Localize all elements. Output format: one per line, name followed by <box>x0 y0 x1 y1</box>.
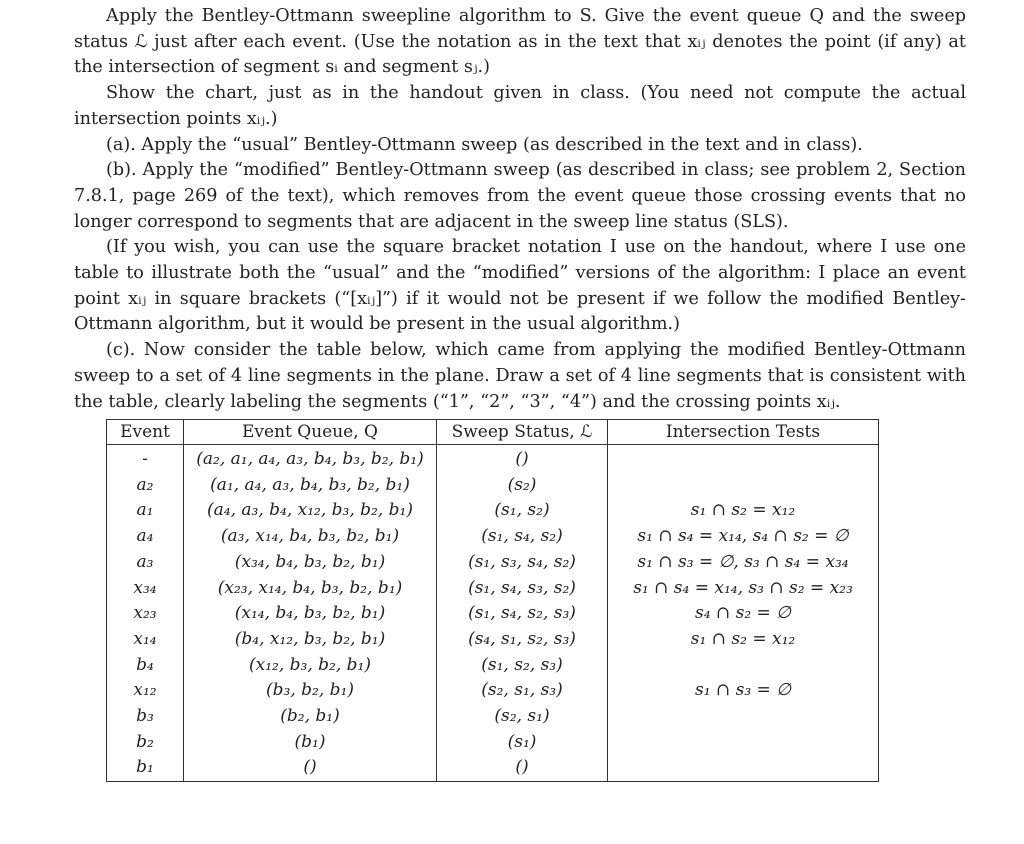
cell-event-queue: (b₂, b₁) <box>184 704 437 730</box>
header-intersection-tests: Intersection Tests <box>608 420 879 445</box>
cell-intersection-tests: s₁ ∩ s₃ = ∅, s₃ ∩ s₄ = x₃₄ <box>608 550 879 576</box>
cell-intersection-tests <box>608 473 879 499</box>
cell-sweep-status: (s₁, s₄, s₂, s₃) <box>437 601 608 627</box>
cell-event: b₃ <box>107 704 184 730</box>
table-row <box>107 730 879 756</box>
cell-event-queue: (b₄, x₁₂, b₃, b₂, b₁) <box>184 627 437 653</box>
cell-sweep-status: (s₁, s₂, s₃) <box>437 653 608 679</box>
cell-event-queue: (x₁₂, b₃, b₂, b₁) <box>184 653 437 679</box>
paragraph-bracket-notation: (If you wish, you can use the square bracket notation I use on the handout, where I use one table to illustrate both the “usual” and the “modified” versions of the algorithm: I place an event point xᵢⱼ in square brackets (“[xᵢⱼ]”) if it would not be present if we follow the modified Bentley-Ottmann algorithm, but it would be present in the usual algorithm.) <box>74 237 966 335</box>
table-row <box>107 601 879 627</box>
sweep-table-container <box>106 419 879 782</box>
cell-sweep-status: (s₁, s₂) <box>437 498 608 524</box>
cell-event: a₄ <box>107 524 184 550</box>
cell-event: x₁₄ <box>107 627 184 653</box>
cell-event: x₂₃ <box>107 601 184 627</box>
cell-intersection-tests: s₁ ∩ s₄ = x₁₄, s₃ ∩ s₂ = x₂₃ <box>608 576 879 602</box>
cell-intersection-tests <box>608 730 879 756</box>
cell-sweep-status: (s₂) <box>437 473 608 499</box>
problem-text <box>74 4 966 415</box>
paragraph-chart-instructions: Show the chart, just as in the handout given in class. (You need not compute the actual intersection points xᵢⱼ.) <box>74 83 966 129</box>
table-row <box>107 445 879 473</box>
table-row <box>107 576 879 602</box>
cell-event: a₁ <box>107 498 184 524</box>
table-row <box>107 755 879 781</box>
paragraph-part-b: (b). Apply the “modified” Bentley-Ottmann sweep (as described in class; see problem 2, Section 7.8.1, page 269 of the text), which removes from the event queue those crossing events that no longer correspond to segments that are adjacent in the sweep line status (SLS). <box>74 160 966 232</box>
cell-intersection-tests: s₁ ∩ s₂ = x₁₂ <box>608 498 879 524</box>
cell-sweep-status: (s₂, s₁, s₃) <box>437 678 608 704</box>
table-row <box>107 704 879 730</box>
cell-sweep-status: (s₁, s₄, s₃, s₂) <box>437 576 608 602</box>
cell-intersection-tests: s₄ ∩ s₂ = ∅ <box>608 601 879 627</box>
cell-intersection-tests: s₁ ∩ s₂ = x₁₂ <box>608 627 879 653</box>
cell-event: a₃ <box>107 550 184 576</box>
cell-event-queue: (a₁, a₄, a₃, b₄, b₃, b₂, b₁) <box>184 473 437 499</box>
cell-event-queue: (b₁) <box>184 730 437 756</box>
cell-event-queue: (a₂, a₁, a₄, a₃, b₄, b₃, b₂, b₁) <box>184 445 437 473</box>
cell-intersection-tests <box>608 755 879 781</box>
paragraph-part-c: (c). Now consider the table below, which came from applying the modified Bentley-Ottmann sweep to a set of 4 line segments in the plane. Draw a set of 4 line segments that is consistent with the table, clearly labeling the segments (“1”, “2”, “3”, “4”) and the crossing points xᵢⱼ. <box>74 340 966 412</box>
table-row <box>107 524 879 550</box>
cell-event: b₁ <box>107 755 184 781</box>
cell-event-queue: (a₄, a₃, b₄, x₁₂, b₃, b₂, b₁) <box>184 498 437 524</box>
cell-intersection-tests <box>608 704 879 730</box>
table-row <box>107 678 879 704</box>
table-row <box>107 653 879 679</box>
cell-event: - <box>107 445 184 473</box>
table-row <box>107 473 879 499</box>
table-row <box>107 550 879 576</box>
header-event: Event <box>107 420 184 445</box>
cell-event: a₂ <box>107 473 184 499</box>
table-row <box>107 498 879 524</box>
paragraph-part-a: (a). Apply the “usual” Bentley-Ottmann sweep (as described in the text and in class). <box>106 134 863 155</box>
cell-event-queue: () <box>184 755 437 781</box>
cell-event-queue: (x₁₄, b₄, b₃, b₂, b₁) <box>184 601 437 627</box>
cell-intersection-tests: s₁ ∩ s₃ = ∅ <box>608 678 879 704</box>
cell-intersection-tests <box>608 653 879 679</box>
cell-sweep-status: () <box>437 445 608 473</box>
cell-event: x₃₄ <box>107 576 184 602</box>
header-sweep-status: Sweep Status, ℒ <box>437 420 608 445</box>
cell-event: b₄ <box>107 653 184 679</box>
table-row <box>107 627 879 653</box>
cell-sweep-status: (s₄, s₁, s₂, s₃) <box>437 627 608 653</box>
cell-event-queue: (x₃₄, b₄, b₃, b₂, b₁) <box>184 550 437 576</box>
table-header-row <box>107 420 879 445</box>
sweep-table <box>106 419 879 782</box>
cell-event-queue: (a₃, x₁₄, b₄, b₃, b₂, b₁) <box>184 524 437 550</box>
cell-event: b₂ <box>107 730 184 756</box>
cell-sweep-status: (s₁, s₃, s₄, s₂) <box>437 550 608 576</box>
cell-sweep-status: () <box>437 755 608 781</box>
header-event-queue: Event Queue, Q <box>184 420 437 445</box>
paragraph-intro: Apply the Bentley-Ottmann sweepline algorithm to S. Give the event queue Q and the sweep status ℒ just after each event. (Use the notation as in the text that xᵢⱼ denotes the point (if any) at the intersection of segment sᵢ and segment sⱼ.) <box>74 6 966 78</box>
cell-intersection-tests <box>608 445 879 473</box>
cell-event-queue: (b₃, b₂, b₁) <box>184 678 437 704</box>
cell-event: x₁₂ <box>107 678 184 704</box>
cell-event-queue: (x₂₃, x₁₄, b₄, b₃, b₂, b₁) <box>184 576 437 602</box>
cell-intersection-tests: s₁ ∩ s₄ = x₁₄, s₄ ∩ s₂ = ∅ <box>608 524 879 550</box>
cell-sweep-status: (s₂, s₁) <box>437 704 608 730</box>
cell-sweep-status: (s₁) <box>437 730 608 756</box>
cell-sweep-status: (s₁, s₄, s₂) <box>437 524 608 550</box>
